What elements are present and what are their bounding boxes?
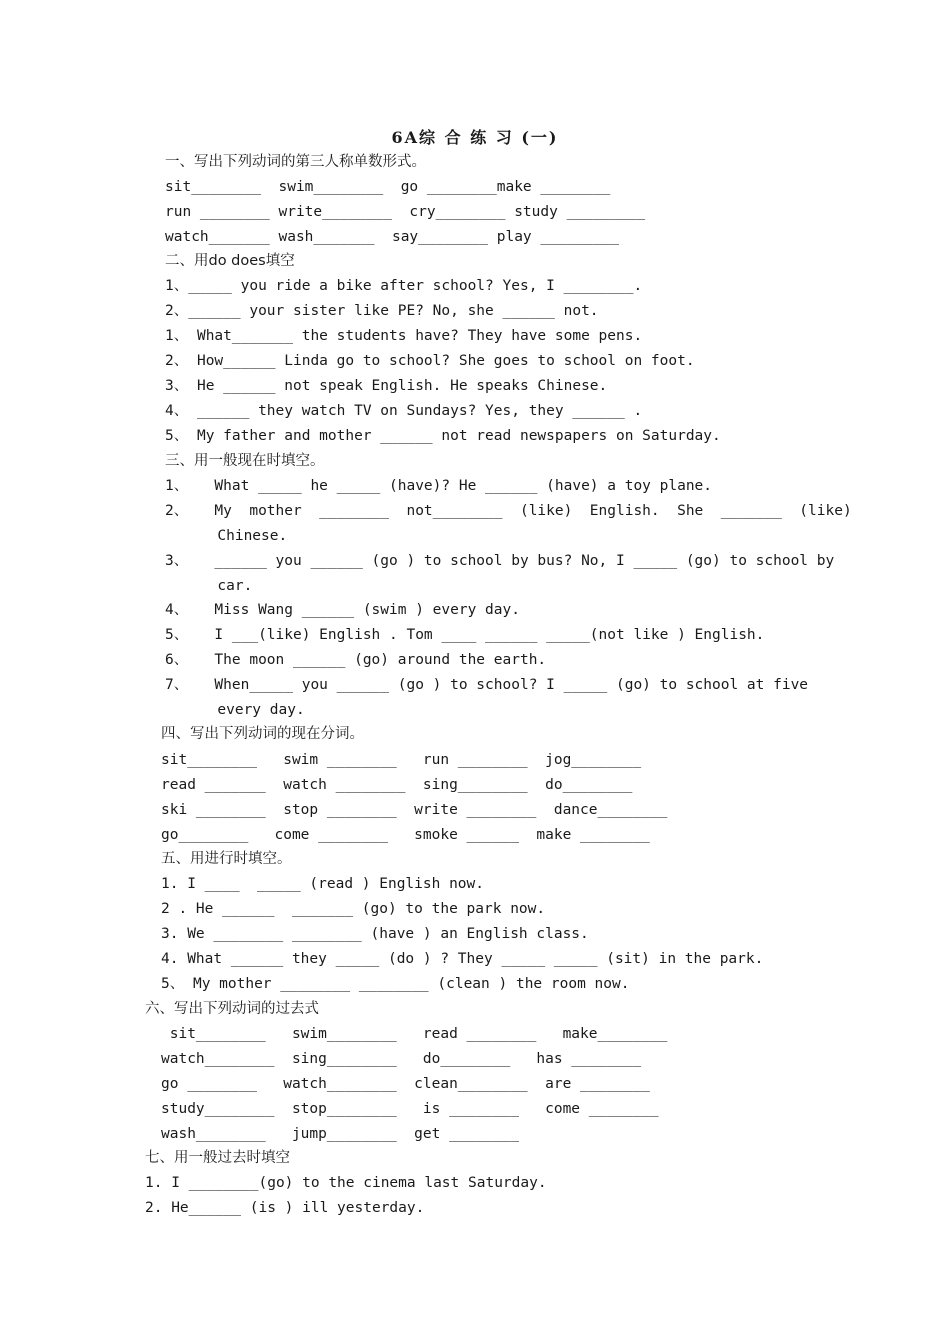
section-5-item: 2 . He ______ _______ (go) to the park now. xyxy=(161,901,546,917)
section-7-item: 1. I ________(go) to the cinema last Saturday. xyxy=(145,1175,547,1191)
section-2-item: 4、 ______ they watch TV on Sundays? Yes, they ______ . xyxy=(165,403,643,419)
section-3-item: car. xyxy=(165,578,253,594)
section-3-item: 4、 Miss Wang ______ (swim ) every day. xyxy=(165,602,520,618)
section-3-heading: 三、用一般现在时填空。 xyxy=(165,453,325,469)
section-3-item: 1、 What _____ he _____ (have)? He ______ (have) a toy plane. xyxy=(165,478,713,494)
section-1-row-1: sit________ swim________ go ________make ________ xyxy=(165,179,611,195)
section-3-item: 2、 My mother ________ not________ (like) English. She _______ (like) xyxy=(165,503,852,519)
section-5-item: 4. What ______ they _____ (do ) ? They _____ _____ (sit) in the park. xyxy=(161,951,764,967)
section-4-row-2: read _______ watch ________ sing________ do________ xyxy=(161,777,633,793)
section-3-item: Chinese. xyxy=(165,528,288,544)
section-7-item: 2. He______ (is ) ill yesterday. xyxy=(145,1200,425,1216)
section-2-item: 2、______ your sister like PE? No, she ______ not. xyxy=(165,303,599,319)
section-1-row-2: run ________ write________ cry________ study _________ xyxy=(165,204,646,220)
section-6-row-5: wash________ jump________ get ________ xyxy=(161,1126,519,1142)
page-title: 6A综 合 练 习 (一) xyxy=(391,128,559,147)
section-4-row-4: go________ come ________ smoke ______ make ________ xyxy=(161,827,650,843)
section-3-item: 3、 ______ you ______ (go ) to school by bus? No, I _____ (go) to school by xyxy=(165,553,835,569)
section-5-item: 5、 My mother ________ ________ (clean ) the room now. xyxy=(161,976,630,992)
section-4-heading: 四、写出下列动词的现在分词。 xyxy=(161,726,364,742)
section-4-row-1: sit________ swim ________ run ________ jog________ xyxy=(161,752,642,768)
section-6-row-3: go ________ watch________ clean________ are ________ xyxy=(161,1076,650,1092)
section-4-row-3: ski ________ stop ________ write ________ dance________ xyxy=(161,802,668,818)
section-6-heading: 六、写出下列动词的过去式 xyxy=(145,1001,319,1017)
section-5-item: 1. I ____ _____ (read ) English now. xyxy=(161,876,485,892)
section-5-item: 3. We ________ ________ (have ) an English class. xyxy=(161,926,589,942)
section-6-row-2: watch________ sing________ do________ has ________ xyxy=(161,1051,642,1067)
section-3-item: 6、 The moon ______ (go) around the earth. xyxy=(165,652,547,668)
section-5-heading: 五、用进行时填空。 xyxy=(161,851,292,867)
section-3-item: 5、 I ___(like) English . Tom ____ ______ _____(not like ) English. xyxy=(165,627,765,643)
section-3-item: every day. xyxy=(165,702,305,718)
section-2-item: 5、 My father and mother ______ not read newspapers on Saturday. xyxy=(165,428,721,444)
section-2-item: 1、_____ you ride a bike after school? Yes, I ________. xyxy=(165,278,643,294)
section-2-item: 3、 He ______ not speak English. He speaks Chinese. xyxy=(165,378,608,394)
section-1-heading: 一、写出下列动词的第三人称单数形式。 xyxy=(165,154,426,170)
section-2-item: 2、 How______ Linda go to school? She goes to school on foot. xyxy=(165,353,695,369)
section-2-heading: 二、用do does填空 xyxy=(165,253,295,269)
section-6-row-4: study________ stop________ is ________ come ________ xyxy=(161,1101,659,1117)
section-3-item: 7、 When_____ you ______ (go ) to school? I _____ (go) to school at five xyxy=(165,677,809,693)
section-2-item: 1、 What_______ the students have? They have some pens. xyxy=(165,328,643,344)
section-7-heading: 七、用一般过去时填空 xyxy=(145,1150,290,1166)
section-1-row-3: watch_______ wash_______ say________ play _________ xyxy=(165,229,619,245)
section-6-row-1: sit________ swim________ read ________ make________ xyxy=(161,1026,668,1042)
